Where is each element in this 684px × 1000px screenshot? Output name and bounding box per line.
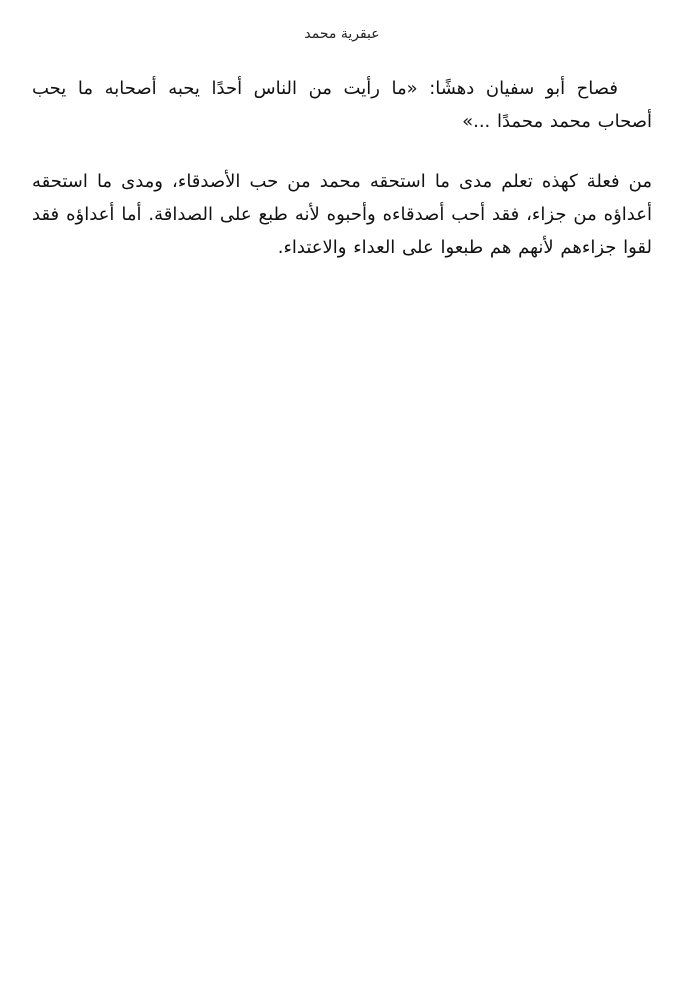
- body-text: [32, 72, 652, 264]
- paragraph-abu-sufyan-quote: فصاح أبو سفيان دهشًا: «ما رأيت من الناس أحدًا يحبه أصحابه ما يحب أصحاب محمد محمدًا ...»: [32, 78, 652, 132]
- paragraph-friends-and-enemies: من فعلة كهذه تعلم مدى ما استحقه محمد من حب الأصدقاء، ومدى ما استحقه أعداؤه من جزاء، فقد أحب أصدقاءه وأحبوه لأنه طبع على الصداقة. أما أعداؤه فقد لقوا جزاءهم لأنهم هم طبعوا على العداء والاعتداء.: [32, 171, 652, 258]
- running-header-title: عبقرية محمد: [304, 26, 380, 42]
